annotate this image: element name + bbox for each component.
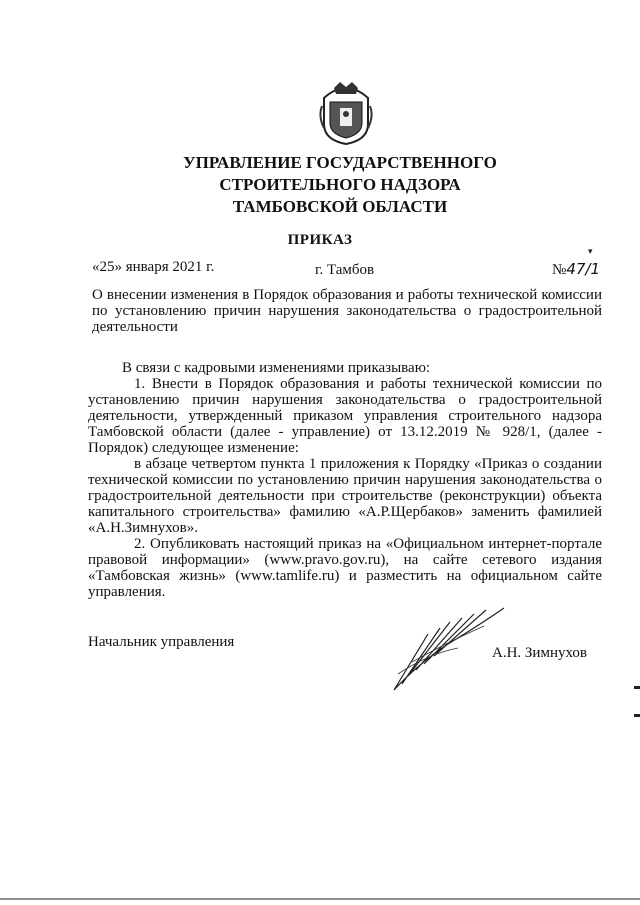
- scan-edge-mark: [634, 686, 640, 689]
- org-line-1: УПРАВЛЕНИЕ ГОСУДАРСТВЕННОГО: [183, 153, 497, 172]
- handwritten-signature: [388, 604, 508, 696]
- tick-mark-icon: ▾: [588, 246, 593, 256]
- organization-name: [90, 152, 590, 218]
- body-item-2: 2. Опубликовать настоящий приказ на «Официальном интернет-портале правовой информации» (www.pravo.gov.ru), на сайте сетевого издания «Тамбовская жизнь» (www.tamlife.ru) и разместить на официальном сайте управления.: [88, 536, 602, 600]
- document-date: «25» января 2021 г.: [92, 259, 215, 275]
- signer-position: Начальник управления: [88, 634, 235, 650]
- org-line-2: СТРОИТЕЛЬНОГО НАДЗОРА: [219, 175, 461, 194]
- document-title: ПРИКАЗ: [287, 232, 353, 248]
- coat-of-arms-icon: [314, 76, 378, 146]
- document-body: [88, 360, 602, 600]
- document-subject: О внесении изменения в Порядок образования и работы технической комиссии по установлению причин нарушения законодательства о градостроительной деятельности: [92, 287, 602, 335]
- org-line-3: ТАМБОВСКОЙ ОБЛАСТИ: [232, 197, 448, 216]
- document-city: г. Тамбов: [315, 262, 375, 278]
- number-handwritten: 47/1: [566, 260, 600, 278]
- signer-name: А.Н. Зимнухов: [492, 645, 587, 661]
- number-prefix: №: [552, 262, 567, 278]
- body-item-1: 1. Внести в Порядок образования и работы технической комиссии по установлению причин нарушения законодательства о градостроительной деятельности, утвержденный приказом управления строительного надзора Тамбовской области (далее - управление) от 13.12.2019 № 928/1, (далее - Порядок) следующее изменение:: [88, 376, 602, 456]
- body-intro: В связи с кадровыми изменениями приказываю:: [122, 360, 431, 376]
- document-number: [552, 246, 600, 279]
- scan-edge-mark: [634, 714, 640, 717]
- body-item-1-detail: в абзаце четвертом пункта 1 приложения к Порядку «Приказ о создании технической комиссии по установлению причин нарушения законодательства о градостроительной деятельности при строительстве (реконструкции) объекта капитального строительства» фамилию «А.Р.Щербаков» заменить фамилией «А.Н.Зимнухов».: [88, 456, 602, 536]
- scan-bottom-edge: [0, 898, 640, 900]
